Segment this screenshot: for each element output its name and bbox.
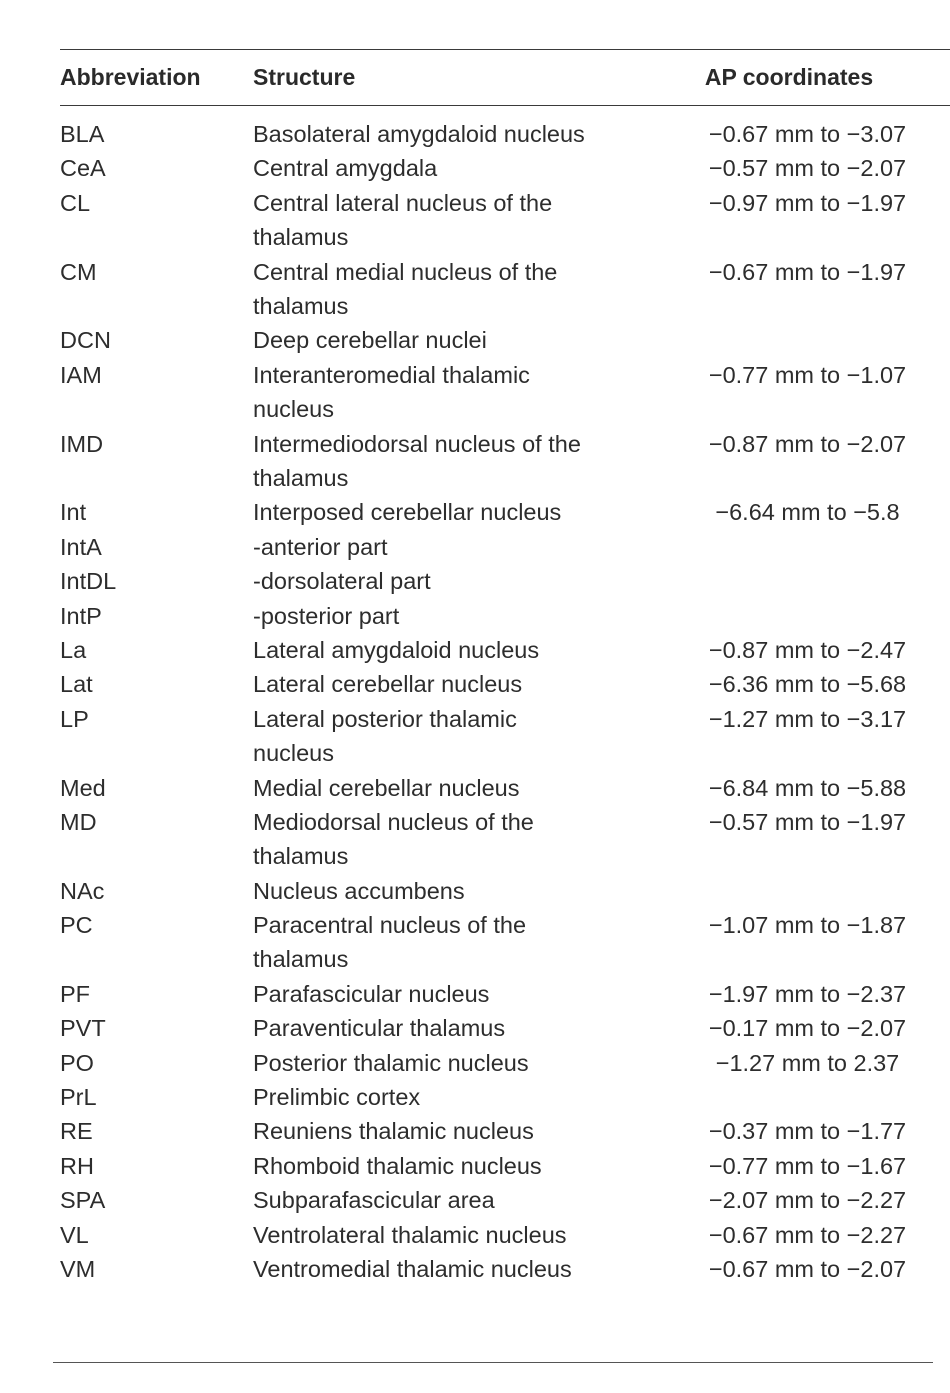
table-row [0, 564, 950, 598]
table-row [0, 977, 950, 1011]
structure-line: -posterior part [253, 602, 400, 629]
structure-line: Interanteromedial thalamic [253, 361, 530, 388]
cell-abbreviation: RE [60, 1118, 93, 1145]
cell-structure [253, 1114, 633, 1148]
structure-line: Lateral amygdaloid nucleus [253, 636, 540, 663]
table-header-rule [60, 105, 950, 106]
cell-abbreviation: CL [60, 189, 91, 216]
cell-ap-coordinates: −6.36 mm to −5.68 [708, 671, 907, 698]
structure-line: nucleus [253, 396, 334, 423]
cell-structure [253, 358, 633, 427]
cell-ap-coordinates: −0.77 mm to −1.67 [708, 1152, 907, 1179]
structure-line: Reuniens thalamic nucleus [253, 1118, 534, 1145]
cell-structure [253, 495, 633, 529]
cell-abbreviation: IntP [60, 602, 102, 629]
cell-ap-coordinates: −0.87 mm to −2.07 [708, 430, 907, 457]
cell-abbreviation: NAc [60, 877, 105, 904]
table-row [0, 151, 950, 185]
structure-line: Subparafascicular area [253, 1187, 495, 1214]
table-row [0, 323, 950, 357]
structure-line: Deep cerebellar nuclei [253, 327, 487, 354]
structure-line: Lateral posterior thalamic [253, 705, 517, 732]
cell-abbreviation: VM [60, 1256, 96, 1282]
table-row [0, 495, 950, 529]
cell-ap-coordinates: −0.57 mm to −1.97 [708, 808, 907, 835]
cell-structure [253, 1252, 633, 1286]
cell-structure [253, 1183, 633, 1217]
cell-abbreviation: CM [60, 258, 97, 285]
cell-structure [253, 255, 633, 324]
table-row [0, 599, 950, 633]
cell-abbreviation: La [60, 636, 87, 663]
structure-line: Ventrolateral thalamic nucleus [253, 1221, 567, 1248]
header-ap-coordinates: AP coordinates [704, 64, 874, 90]
cell-structure [253, 633, 633, 667]
cell-ap-coordinates: −1.97 mm to −2.37 [708, 980, 907, 1007]
cell-structure [253, 564, 633, 598]
table-row [0, 702, 950, 771]
cell-structure [253, 1080, 633, 1114]
cell-ap-coordinates: −6.84 mm to −5.88 [708, 774, 907, 801]
cell-ap-coordinates: −0.67 mm to −2.27 [708, 1221, 907, 1248]
cell-abbreviation: Int [60, 499, 87, 526]
cell-ap-coordinates: −1.27 mm to −3.17 [708, 705, 907, 732]
cell-structure [253, 151, 633, 185]
table-row [0, 874, 950, 908]
structure-line: thalamus [253, 946, 349, 973]
table-row [0, 1046, 950, 1080]
table-row [0, 1149, 950, 1183]
cell-ap-coordinates: −0.67 mm to −3.07 [708, 121, 907, 147]
cell-ap-coordinates: −1.07 mm to −1.87 [708, 912, 907, 939]
cell-structure [253, 874, 633, 908]
structure-line: thalamus [253, 464, 349, 491]
table-row [0, 805, 950, 874]
structure-line: Rhomboid thalamic nucleus [253, 1152, 542, 1179]
cell-ap-coordinates: −0.77 mm to −1.07 [708, 361, 907, 388]
cell-structure [253, 1218, 633, 1252]
cell-abbreviation: Med [60, 774, 106, 801]
table-row [0, 117, 950, 151]
cell-abbreviation: RH [60, 1152, 94, 1179]
table-row [0, 1218, 950, 1252]
cell-abbreviation: IntDL [60, 568, 117, 595]
structure-line: Paraventicular thalamus [253, 1015, 506, 1042]
table-row [0, 1080, 950, 1114]
cell-structure [253, 323, 633, 357]
structure-line: Nucleus accumbens [253, 877, 465, 904]
table-row [0, 667, 950, 701]
table-body [0, 117, 950, 1286]
structure-line: Basolateral amygdaloid nucleus [253, 121, 585, 147]
table-bottom-rule [53, 1362, 933, 1363]
cell-ap-coordinates: −0.37 mm to −1.77 [708, 1118, 907, 1145]
cell-abbreviation: PO [60, 1049, 94, 1076]
cell-abbreviation: PVT [60, 1015, 106, 1042]
cell-abbreviation: IMD [60, 430, 104, 457]
cell-structure [253, 1046, 633, 1080]
cell-structure [253, 908, 633, 977]
structure-line: thalamus [253, 843, 349, 870]
structure-line: Parafascicular nucleus [253, 980, 490, 1007]
cell-structure [253, 771, 633, 805]
cell-ap-coordinates: −1.27 mm to 2.37 [715, 1049, 900, 1076]
cell-structure [253, 117, 633, 151]
table-row [0, 633, 950, 667]
cell-abbreviation: Lat [60, 671, 93, 698]
table-row [0, 1252, 950, 1286]
cell-ap-coordinates: −0.67 mm to −2.07 [708, 1256, 907, 1282]
cell-ap-coordinates: −0.57 mm to −2.07 [708, 155, 907, 182]
cell-structure [253, 599, 633, 633]
structure-line: Paracentral nucleus of the [253, 912, 527, 939]
table-row [0, 530, 950, 564]
cell-structure [253, 702, 633, 771]
table-row [0, 255, 950, 324]
cell-abbreviation: PF [60, 980, 91, 1007]
cell-ap-coordinates: −6.64 mm to −5.8 [715, 499, 900, 526]
structure-line: Lateral cerebellar nucleus [253, 671, 523, 698]
table-row [0, 1114, 950, 1148]
structure-line: nucleus [253, 740, 334, 767]
cell-structure [253, 667, 633, 701]
cell-ap-coordinates: −0.67 mm to −1.97 [708, 258, 907, 285]
structure-line: Mediodorsal nucleus of the [253, 808, 534, 835]
table-row [0, 358, 950, 427]
table-row [0, 1011, 950, 1045]
table-row [0, 427, 950, 496]
structure-line: -anterior part [253, 533, 388, 560]
structure-line: Central lateral nucleus of the [253, 189, 553, 216]
cell-structure [253, 1011, 633, 1045]
cell-structure [253, 977, 633, 1011]
header-structure: Structure [253, 64, 356, 90]
cell-structure [253, 805, 633, 874]
cell-ap-coordinates: −0.87 mm to −2.47 [708, 636, 907, 663]
structure-line: -dorsolateral part [253, 568, 431, 595]
header-abbreviation: Abbreviation [60, 64, 201, 90]
structure-line: Central amygdala [253, 155, 438, 182]
cell-structure [253, 1149, 633, 1183]
structure-line: thalamus [253, 292, 349, 319]
cell-abbreviation: SPA [60, 1187, 106, 1214]
cell-abbreviation: MD [60, 808, 97, 835]
cell-abbreviation: PC [60, 912, 93, 939]
table-top-rule [60, 49, 950, 50]
structure-line: Intermediodorsal nucleus of the [253, 430, 581, 457]
structure-line: Central medial nucleus of the [253, 258, 558, 285]
cell-abbreviation: VL [60, 1221, 89, 1248]
cell-abbreviation: LP [60, 705, 89, 732]
cell-ap-coordinates: −0.17 mm to −2.07 [708, 1015, 907, 1042]
cell-abbreviation: IAM [60, 361, 102, 388]
structure-line: Prelimbic cortex [253, 1084, 421, 1111]
cell-structure [253, 427, 633, 496]
structure-line: Ventromedial thalamic nucleus [253, 1256, 572, 1282]
cell-abbreviation: IntA [60, 533, 102, 560]
structure-line: Interposed cerebellar nucleus [253, 499, 562, 526]
cell-abbreviation: PrL [60, 1084, 97, 1111]
structure-line: Medial cerebellar nucleus [253, 774, 520, 801]
structure-line: thalamus [253, 224, 349, 251]
table-row [0, 1183, 950, 1217]
table-row [0, 771, 950, 805]
cell-abbreviation: BLA [60, 121, 105, 147]
cell-structure [253, 530, 633, 564]
table-row [0, 186, 950, 255]
cell-ap-coordinates: −0.97 mm to −1.97 [708, 189, 907, 216]
cell-ap-coordinates: −2.07 mm to −2.27 [708, 1187, 907, 1214]
table-row [0, 908, 950, 977]
cell-abbreviation: DCN [60, 327, 111, 354]
structure-line: Posterior thalamic nucleus [253, 1049, 529, 1076]
cell-abbreviation: CeA [60, 155, 106, 182]
cell-structure [253, 186, 633, 255]
